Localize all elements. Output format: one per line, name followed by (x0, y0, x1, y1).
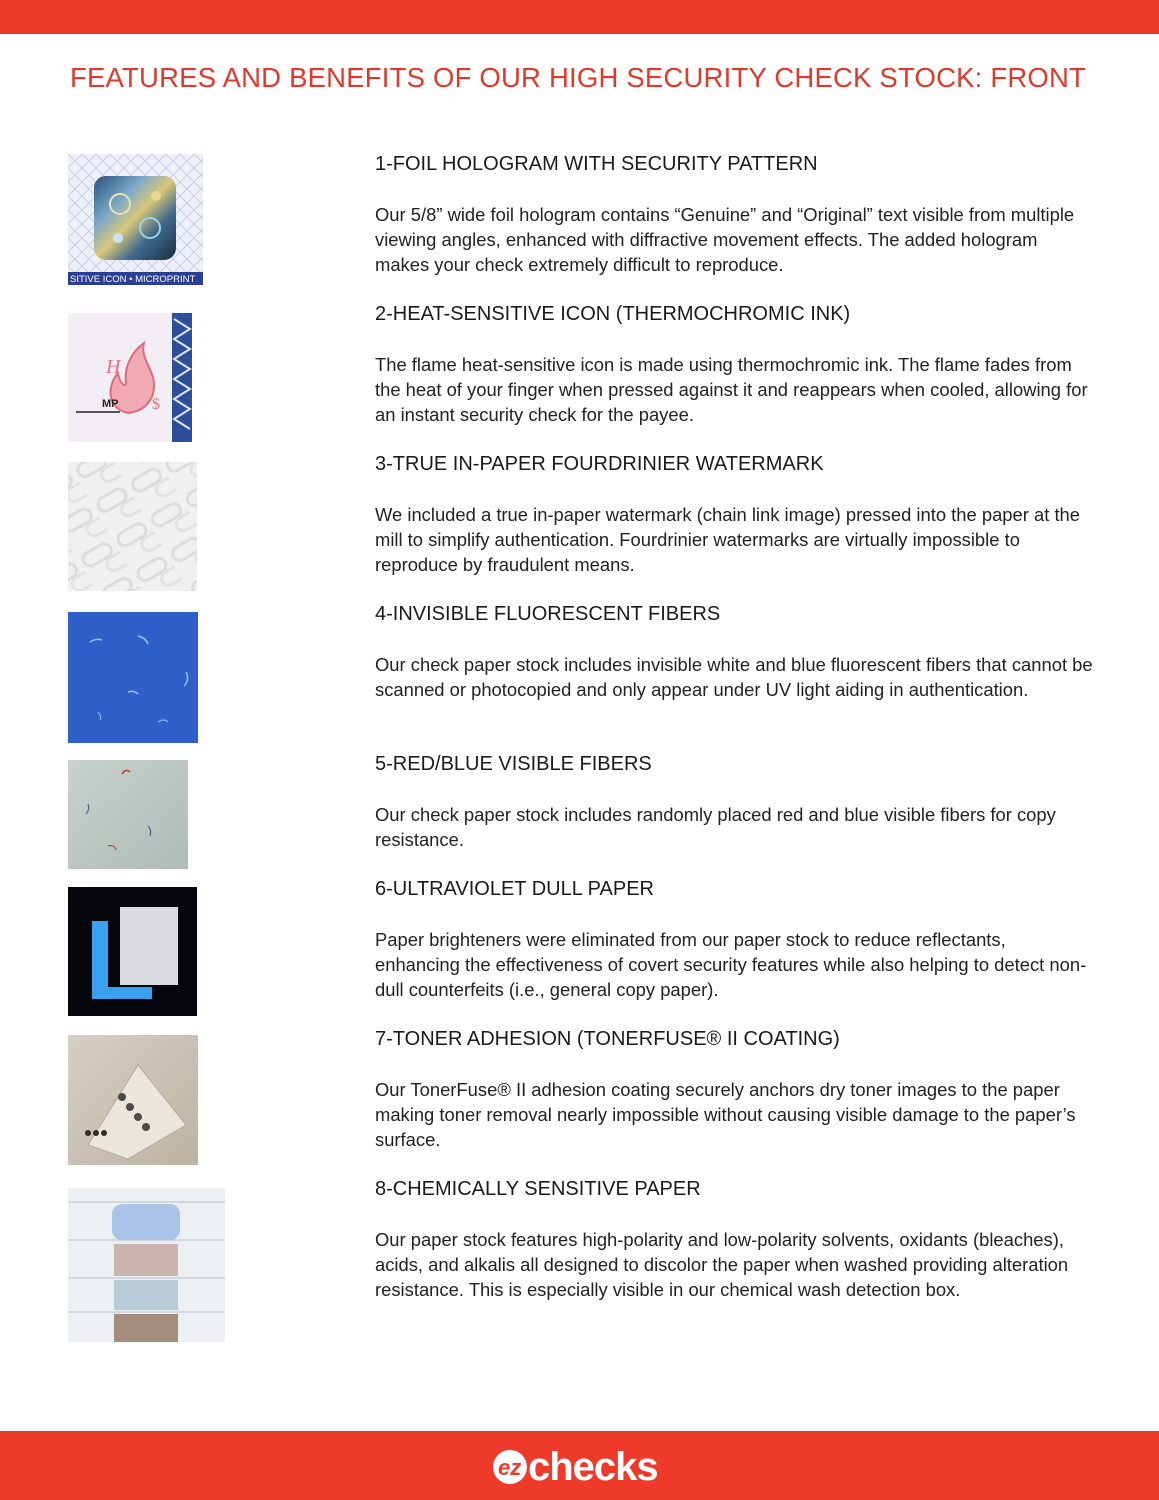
flame-label: MP (102, 398, 119, 410)
toner-adhesion-image (68, 1035, 198, 1165)
feature-description: Our check paper stock includes randomly placed red and blue visible fibers for copy resistance. (375, 804, 1056, 850)
watermark-image (68, 462, 197, 591)
feature-heading: 1-FOIL HOLOGRAM WITH SECURITY PATTERN (375, 153, 818, 175)
feature-description: We included a true in-paper watermark (chain link image) pressed into the paper at the mill to simplify authentication. Fourdrinier watermarks are virtually impossible to reproduce by fraudulent means. (375, 504, 1081, 575)
feature-heading: 7-TONER ADHESION (TONERFUSE® II COATING) (375, 1028, 840, 1050)
visible-fibers-image (68, 760, 188, 869)
feature-heat-sensitive (375, 302, 1095, 427)
feature-chemical-sensitive (375, 1177, 1095, 1302)
flame-icon-image (68, 313, 192, 442)
page-title: FEATURES AND BENEFITS OF OUR HIGH SECURITY CHECK STOCK: FRONT (70, 62, 1087, 93)
top-banner (0, 0, 1159, 34)
feature-heading: 8-CHEMICALLY SENSITIVE PAPER (375, 1178, 701, 1200)
feature-hologram (375, 152, 1095, 277)
feature-description: The flame heat-sensitive icon is made using thermochromic ink. The flame fades from the heat of your finger when pressed against it and reappears when cooled, allowing for an instant security check for the payee. (375, 354, 1088, 425)
feature-heading: 2-HEAT-SENSITIVE ICON (THERMOCHROMIC INK) (375, 303, 851, 325)
fluorescent-fibers-image (68, 612, 198, 743)
feature-heading: 3-TRUE IN-PAPER FOURDRINIER WATERMARK (375, 453, 824, 475)
chemical-sensitive-image (68, 1188, 225, 1342)
feature-description: Paper brighteners were eliminated from our paper stock to reduce reflectants, enhancing the effectiveness of covert security features while also helping to detect non-dull counterfeits (i.e., general copy paper). (375, 929, 1087, 1000)
uv-dull-paper-image (68, 887, 197, 1016)
feature-toner-adhesion (375, 1027, 1095, 1152)
ezchecks-logo[interactable] (490, 1438, 670, 1492)
feature-heading: 5-RED/BLUE VISIBLE FIBERS (375, 753, 652, 775)
feature-uv-dull-paper (375, 877, 1095, 1002)
feature-heading: 6-ULTRAVIOLET DULL PAPER (375, 878, 654, 900)
feature-description: Our paper stock features high-polarity and low-polarity solvents, oxidants (bleaches), acids, and alkalis all designed to discolor the paper when washed providing alteration resistance. This is especially visible in our chemical wash detection box. (375, 1229, 1069, 1300)
feature-visible-fibers (375, 752, 1095, 852)
svg-text:ez: ez (498, 1455, 522, 1480)
hologram-image (68, 154, 203, 285)
feature-heading: 4-INVISIBLE FLUORESCENT FIBERS (375, 603, 721, 625)
svg-text:checks: checks (528, 1445, 658, 1489)
feature-watermark (375, 452, 1095, 577)
svg-text:$: $ (152, 396, 160, 413)
feature-description: Our 5/8” wide foil hologram contains “Genuine” and “Original” text visible from multiple viewing angles, enhanced with diffractive movement effects. The added hologram makes your check extremely difficult to reproduce. (375, 204, 1075, 275)
feature-description: Our check paper stock includes invisible white and blue fluorescent fibers that cannot be scanned or photocopied and only appear under UV light aiding in authentication. (375, 654, 1093, 700)
hologram-caption: SITIVE ICON • MICROPRINT (70, 274, 196, 285)
feature-fluorescent-fibers (375, 602, 1095, 702)
svg-text:H: H (106, 356, 121, 378)
feature-description: Our TonerFuse® II adhesion coating securely anchors dry toner images to the paper making toner removal nearly impossible without causing visible damage to the paper’s surface. (375, 1079, 1076, 1150)
